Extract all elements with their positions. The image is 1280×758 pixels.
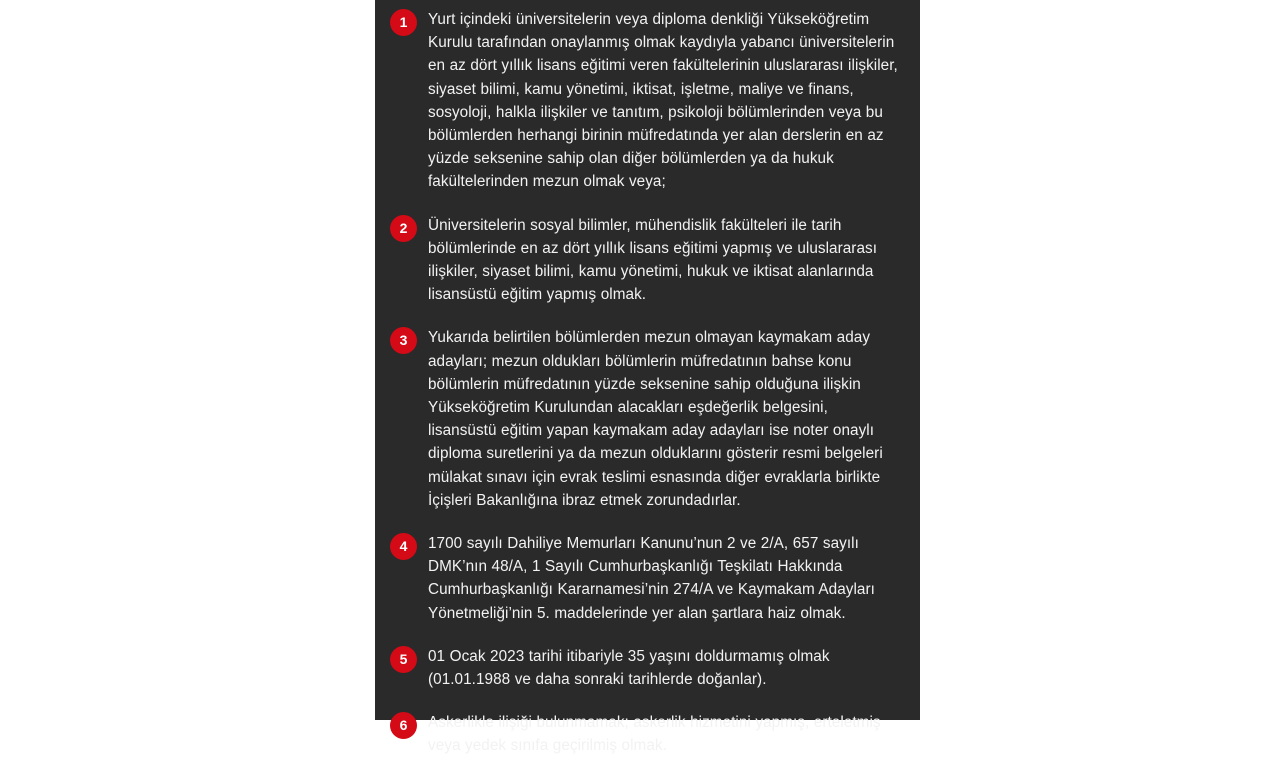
number-badge: 6 xyxy=(390,712,417,739)
number-badge: 5 xyxy=(390,646,417,673)
number-badge: 4 xyxy=(390,533,417,560)
number-badge: 3 xyxy=(390,327,417,354)
requirement-text: Yurt içindeki üniversitelerin veya diploma denkliği Yükseköğretim Kurulu tarafından onaylanmış olmak kaydıyla yabancı üniversitelerin en az dört yıllık lisans eğitimi veren fakültelerinin uluslararası ilişkiler, siyaset bilimi, kamu yönetimi, iktisat, işletme, maliye ve finans, sosyoloji, halkla ilişkiler ve tanıtım, psikoloji bölümlerinden veya bu bölümlerden herhangi birinin müfredatında yer alan derslerin en az yüzde seksenine sahip olan diğer bölümlerden ya da hukuk fakültelerinden mezun olmak veya; xyxy=(428,11,898,191)
requirement-text: 1700 sayılı Dahiliye Memurları Kanunu’nun 2 ve 2/A, 657 sayılı DMK’nın 48/A, 1 Sayılı Cumhurbaşkanlığı Teşkilatı Hakkında Cumhurbaşkanlığı Kararnamesi’nin 274/A ve Kaymakam Adayları Yönetmeliği’nin 5. maddelerinde yer alan şartlara haiz olmak. xyxy=(428,535,875,622)
requirements-panel xyxy=(375,0,920,755)
list-item xyxy=(390,8,898,194)
number-badge: 1 xyxy=(390,9,417,36)
requirement-text: 01 Ocak 2023 tarihi itibariyle 35 yaşını doldurmamış olmak (01.01.1988 ve daha sonraki tarihlerde doğanlar). xyxy=(428,647,830,689)
list-item xyxy=(390,532,898,625)
requirements-list xyxy=(390,8,898,758)
list-item xyxy=(390,711,898,757)
list-item xyxy=(390,326,898,512)
requirement-text: Üniversitelerin sosyal bilimler, mühendislik fakülteleri ile tarih bölümlerinde en az dört yıllık lisans eğitimi yapmış ve uluslararası ilişkiler, siyaset bilimi, kamu yönetimi, hukuk ve iktisat alanlarında lisansüstü eğitim yapmış olmak. xyxy=(428,216,877,304)
list-item xyxy=(390,645,898,691)
requirement-text: Askerlikle ilişiği bulunmamak; askerlik hizmetini yapmış, erteletmiş veya yedek sınıfa geçirilmiş olmak. xyxy=(428,714,881,755)
list-item xyxy=(390,214,898,307)
number-badge: 2 xyxy=(390,215,417,242)
requirement-text: Yukarıda belirtilen bölümlerden mezun olmayan kaymakam aday adayları; mezun oldukları bölümlerin müfredatının bahse konu bölümlerin müfredatının yüzde seksenine sahip olduğuna ilişkin Yükseköğretim Kurulundan alacakları eşdeğerlik belgesini, lisansüstü eğitim yapan kaymakam aday adayları ise noter onaylı diploma suretlerini ya da mezun olduklarını gösterir resmi belgeleri mülakat sınavı için evrak teslimi esnasında diğer evraklarla birlikte İçişleri Bakanlığına ibraz etmek zorundadırlar. xyxy=(428,329,883,509)
